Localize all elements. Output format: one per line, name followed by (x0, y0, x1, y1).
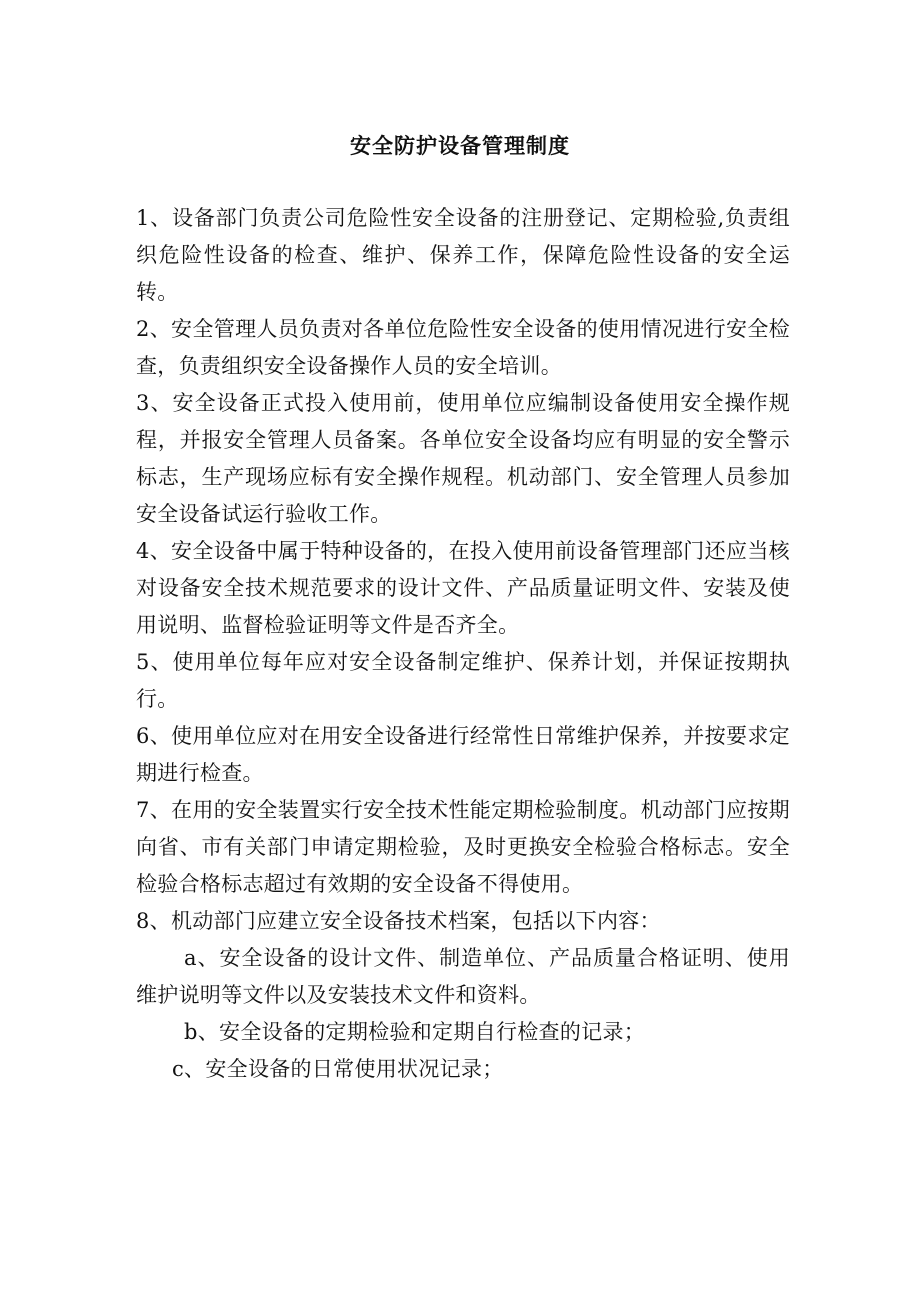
sub-item-b: b、安全设备的定期检验和定期自行检查的记录； (184, 1020, 646, 1044)
sub-item-c: c、安全设备的日常使用状况记录； (172, 1057, 504, 1081)
paragraph-2: 2、安全管理人员负责对各单位危险性安全设备的使用情况进行安全检查，负责组织安全设备操作人员的安全培训。 (136, 317, 790, 378)
paragraph-4: 4、安全设备中属于特种设备的，在投入使用前设备管理部门还应当核对设备安全技术规范要求的设计文件、产品质量证明文件、安装及使用说明、监督检验证明等文件是否齐全。 (136, 539, 790, 637)
document-title: 安全防护设备管理制度 (350, 134, 570, 158)
sub-item-a: a、安全设备的设计文件、制造单位、产品质量合格证明、使用维护说明等文件以及安装技术文件和资料。 (136, 946, 790, 1007)
paragraph-3: 3、安全设备正式投入使用前，使用单位应编制设备使用安全操作规程，并报安全管理人员备案。各单位安全设备均应有明显的安全警示标志，生产现场应标有安全操作规程。机动部门、安全管理人员参加安全设备试运行验收工作。 (136, 391, 790, 526)
paragraph-6: 6、使用单位应对在用安全设备进行经常性日常维护保养，并按要求定期进行检查。 (136, 724, 790, 785)
document-body (136, 200, 790, 1088)
paragraph-7: 7、在用的安全装置实行安全技术性能定期检验制度。机动部门应按期向省、市有关部门申请定期检验，及时更换安全检验合格标志。安全检验合格标志超过有效期的安全设备不得使用。 (136, 798, 790, 896)
paragraph-5: 5、使用单位每年应对安全设备制定维护、保养计划，并保证按期执行。 (136, 650, 790, 711)
paragraph-1: 1、设备部门负责公司危险性安全设备的注册登记、定期检验,负责组织危险性设备的检查、维护、保养工作，保障危险性设备的安全运转。 (136, 206, 790, 304)
paragraph-8: 8、机动部门应建立安全设备技术档案，包括以下内容： (136, 909, 661, 933)
